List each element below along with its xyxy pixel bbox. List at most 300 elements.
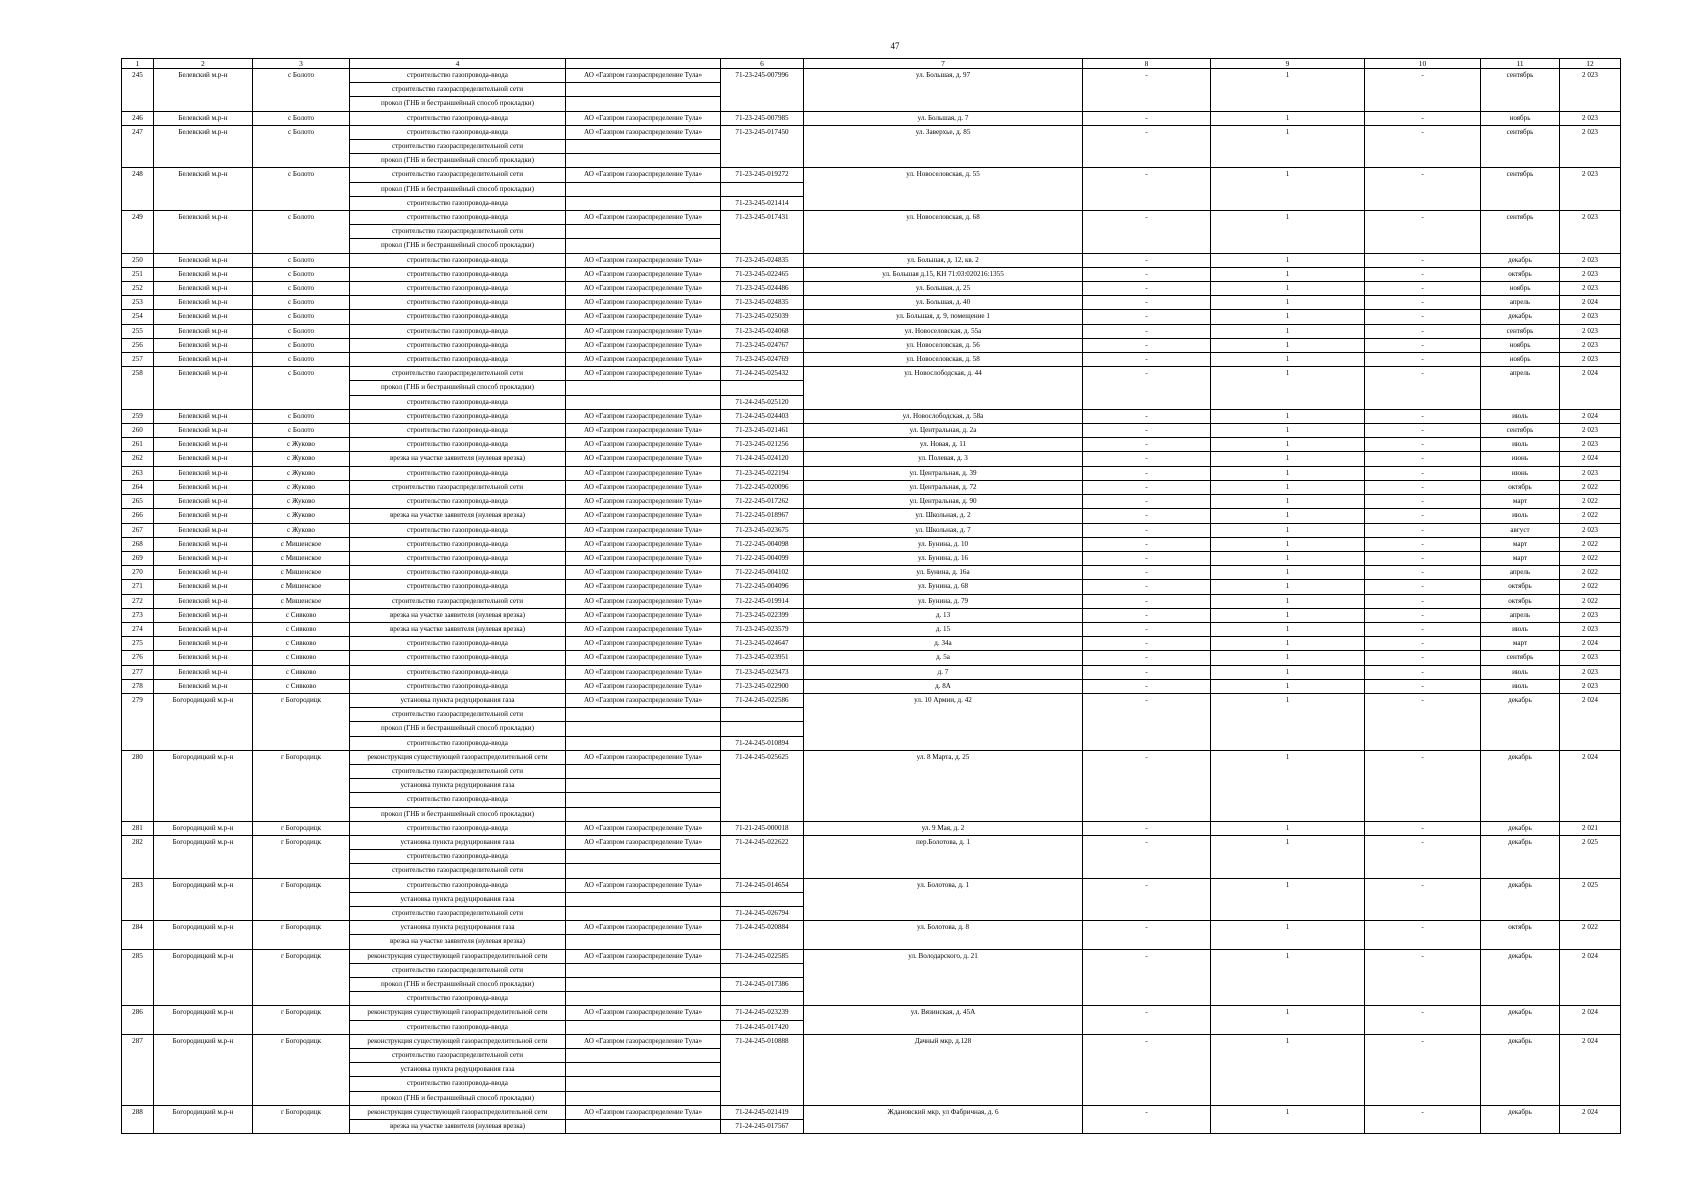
year-cell: 2 023 [1560, 69, 1621, 112]
column-9-cell: 1 [1211, 111, 1365, 125]
month-cell: июль [1481, 438, 1560, 452]
row-number-cell: 252 [122, 282, 154, 296]
column-10-cell: - [1365, 523, 1481, 537]
district-cell: Белевский м.р-н [154, 637, 253, 651]
column-9-cell: 1 [1211, 211, 1365, 254]
application-code-cell: 71-23-245-021461 [721, 424, 804, 438]
work-type-cell: строительство газораспределительной сети [350, 963, 566, 977]
application-code-cell: 71-23-245-024486 [721, 282, 804, 296]
work-type-cell: прокол (ГНБ и бестраншейный способ прокладки) [350, 182, 566, 196]
organization-cell: АО «Газпром газораспределение Тула» [566, 693, 721, 707]
application-code-cell: 71-24-245-026794 [721, 906, 804, 920]
column-header: 10 [1365, 59, 1481, 69]
table-row [122, 495, 1621, 509]
district-cell: Белевский м.р-н [154, 338, 253, 352]
row-number-cell: 260 [122, 424, 154, 438]
column-10-cell: - [1365, 69, 1481, 112]
column-8-cell: - [1083, 537, 1211, 551]
work-type-cell: строительство газораспределительной сети [350, 168, 566, 182]
year-cell: 2 024 [1560, 637, 1621, 651]
column-8-cell: - [1083, 495, 1211, 509]
district-cell: Белевский м.р-н [154, 523, 253, 537]
table-row [122, 523, 1621, 537]
row-number-cell: 286 [122, 1006, 154, 1034]
work-type-cell: установка пункта редуцирования газа [350, 1063, 566, 1077]
column-8-cell: - [1083, 353, 1211, 367]
settlement-cell: г Богородицк [253, 878, 350, 921]
month-cell: октябрь [1481, 480, 1560, 494]
work-type-cell: прокол (ГНБ и бестраншейный способ прокладки) [350, 239, 566, 253]
work-type-cell: строительство газопровода-ввода [350, 679, 566, 693]
application-code-cell: 71-23-245-007996 [721, 69, 804, 112]
application-code-cell: 71-24-245-025625 [721, 750, 804, 821]
row-number-cell: 258 [122, 367, 154, 410]
application-code-cell: 71-23-245-024835 [721, 253, 804, 267]
district-cell: Богородицкий м.р-н [154, 878, 253, 921]
column-10-cell: - [1365, 253, 1481, 267]
organization-cell [566, 1077, 721, 1091]
work-type-cell: строительство газопровода-ввода [350, 438, 566, 452]
settlement-cell: с Болото [253, 125, 350, 168]
row-number-cell: 272 [122, 594, 154, 608]
work-type-cell: строительство газораспределительной сети [350, 140, 566, 154]
district-cell: Белевский м.р-н [154, 622, 253, 636]
address-cell: Дачный мкр, д.128 [804, 1034, 1083, 1105]
row-number-cell: 284 [122, 921, 154, 949]
row-number-cell: 263 [122, 466, 154, 480]
column-8-cell: - [1083, 310, 1211, 324]
year-cell: 2 022 [1560, 921, 1621, 949]
column-8-cell: - [1083, 835, 1211, 878]
column-9-cell: 1 [1211, 69, 1365, 112]
table-row [122, 367, 1621, 381]
row-number-cell: 247 [122, 125, 154, 168]
column-9-cell: 1 [1211, 466, 1365, 480]
month-cell: октябрь [1481, 594, 1560, 608]
column-10-cell: - [1365, 466, 1481, 480]
settlement-cell: с Мишенское [253, 566, 350, 580]
organization-cell: АО «Газпром газораспределение Тула» [566, 438, 721, 452]
work-type-cell: строительство газопровода-ввода [350, 580, 566, 594]
table-row [122, 296, 1621, 310]
table-body [122, 69, 1621, 1134]
column-10-cell: - [1365, 296, 1481, 310]
column-9-cell: 1 [1211, 594, 1365, 608]
settlement-cell: с Болото [253, 338, 350, 352]
organization-cell [566, 196, 721, 210]
column-9-cell: 1 [1211, 835, 1365, 878]
column-9-cell: 1 [1211, 324, 1365, 338]
work-type-cell: строительство газопровода-ввода [350, 69, 566, 83]
organization-cell [566, 140, 721, 154]
organization-cell [566, 1020, 721, 1034]
column-9-cell: 1 [1211, 424, 1365, 438]
table-row [122, 750, 1621, 764]
application-code-cell: 71-23-245-023473 [721, 665, 804, 679]
column-10-cell: - [1365, 267, 1481, 281]
year-cell: 2 023 [1560, 310, 1621, 324]
application-code-cell: 71-23-245-019272 [721, 168, 804, 182]
district-cell: Белевский м.р-н [154, 296, 253, 310]
table-row [122, 424, 1621, 438]
month-cell: сентябрь [1481, 424, 1560, 438]
column-9-cell: 1 [1211, 537, 1365, 551]
application-code-cell: 71-23-245-022194 [721, 466, 804, 480]
column-10-cell: - [1365, 1105, 1481, 1133]
page-number: 47 [890, 41, 900, 51]
district-cell: Белевский м.р-н [154, 495, 253, 509]
district-cell: Богородицкий м.р-н [154, 750, 253, 821]
year-cell: 2 023 [1560, 211, 1621, 254]
column-10-cell: - [1365, 310, 1481, 324]
work-type-cell: строительство газопровода-ввода [350, 651, 566, 665]
row-number-cell: 262 [122, 452, 154, 466]
district-cell: Белевский м.р-н [154, 69, 253, 112]
table-row [122, 693, 1621, 707]
column-10-cell: - [1365, 495, 1481, 509]
organization-cell [566, 736, 721, 750]
organization-cell [566, 864, 721, 878]
settlement-cell: с Жуково [253, 466, 350, 480]
row-number-cell: 279 [122, 693, 154, 750]
settlement-cell: г Богородицк [253, 921, 350, 949]
organization-cell [566, 1091, 721, 1105]
row-number-cell: 280 [122, 750, 154, 821]
year-cell: 2 021 [1560, 821, 1621, 835]
settlement-cell: г Богородицк [253, 750, 350, 821]
district-cell: Богородицкий м.р-н [154, 949, 253, 1006]
column-9-cell: 1 [1211, 665, 1365, 679]
application-code-cell: 71-22-245-019914 [721, 594, 804, 608]
column-10-cell: - [1365, 750, 1481, 821]
organization-cell: АО «Газпром газораспределение Тула» [566, 566, 721, 580]
work-type-cell: врезка на участке заявителя (нулевая врезка) [350, 608, 566, 622]
column-9-cell: 1 [1211, 551, 1365, 565]
year-cell: 2 023 [1560, 267, 1621, 281]
column-number-row [122, 59, 1621, 69]
column-10-cell: - [1365, 480, 1481, 494]
column-10-cell: - [1365, 551, 1481, 565]
row-number-cell: 259 [122, 409, 154, 423]
column-8-cell: - [1083, 438, 1211, 452]
table-row [122, 438, 1621, 452]
table-row [122, 679, 1621, 693]
table-row [122, 821, 1621, 835]
district-cell: Белевский м.р-н [154, 608, 253, 622]
address-cell: ул. Центральная, д. 39 [804, 466, 1083, 480]
work-type-cell: врезка на участке заявителя (нулевая врезка) [350, 622, 566, 636]
application-code-cell: 71-23-245-024769 [721, 353, 804, 367]
application-code-cell: 71-24-245-017567 [721, 1120, 804, 1134]
application-code-cell: 71-22-245-004098 [721, 537, 804, 551]
work-type-cell: строительство газораспределительной сети [350, 1049, 566, 1063]
work-type-cell: строительство газопровода-ввода [350, 424, 566, 438]
organization-cell: АО «Газпром газораспределение Тула» [566, 622, 721, 636]
table-row [122, 211, 1621, 225]
table-row [122, 1034, 1621, 1048]
settlement-cell: с Болото [253, 424, 350, 438]
district-cell: Белевский м.р-н [154, 267, 253, 281]
settlement-cell: с Мишенское [253, 537, 350, 551]
work-type-cell: строительство газораспределительной сети [350, 367, 566, 381]
district-cell: Богородицкий м.р-н [154, 1006, 253, 1034]
work-type-cell: строительство газопровода-ввода [350, 793, 566, 807]
row-number-cell: 253 [122, 296, 154, 310]
application-code-cell: 71-21-245-000018 [721, 821, 804, 835]
address-cell: ул. Бунина, д. 16а [804, 566, 1083, 580]
row-number-cell: 276 [122, 651, 154, 665]
organization-cell: АО «Газпром газораспределение Тула» [566, 679, 721, 693]
organization-cell: АО «Газпром газораспределение Тула» [566, 821, 721, 835]
organization-cell: АО «Газпром газораспределение Тула» [566, 750, 721, 764]
organization-cell: АО «Газпром газораспределение Тула» [566, 1034, 721, 1048]
district-cell: Белевский м.р-н [154, 438, 253, 452]
application-code-cell: 71-23-245-021256 [721, 438, 804, 452]
application-code-cell: 71-22-245-017262 [721, 495, 804, 509]
year-cell: 2 022 [1560, 580, 1621, 594]
column-header: 12 [1560, 59, 1621, 69]
work-type-cell: прокол (ГНБ и бестраншейный способ прокладки) [350, 97, 566, 111]
month-cell: апрель [1481, 566, 1560, 580]
work-type-cell: строительство газопровода-ввода [350, 395, 566, 409]
month-cell: октябрь [1481, 580, 1560, 594]
district-cell: Белевский м.р-н [154, 651, 253, 665]
application-code-cell: 71-24-245-023239 [721, 1006, 804, 1020]
column-8-cell: - [1083, 168, 1211, 211]
application-code-cell [721, 892, 804, 906]
work-type-cell: строительство газопровода-ввода [350, 111, 566, 125]
organization-cell [566, 182, 721, 196]
year-cell: 2 023 [1560, 438, 1621, 452]
organization-cell: АО «Газпром газораспределение Тула» [566, 353, 721, 367]
month-cell: декабрь [1481, 253, 1560, 267]
settlement-cell: с Болото [253, 69, 350, 112]
column-9-cell: 1 [1211, 253, 1365, 267]
work-type-cell: врезка на участке заявителя (нулевая врезка) [350, 452, 566, 466]
work-type-cell: строительство газопровода-ввода [350, 551, 566, 565]
organization-cell: АО «Газпром газораспределение Тула» [566, 949, 721, 963]
application-code-cell: 71-24-245-025120 [721, 395, 804, 409]
column-10-cell: - [1365, 338, 1481, 352]
organization-cell [566, 381, 721, 395]
column-9-cell: 1 [1211, 296, 1365, 310]
row-number-cell: 256 [122, 338, 154, 352]
row-number-cell: 249 [122, 211, 154, 254]
organization-cell [566, 892, 721, 906]
column-9-cell: 1 [1211, 367, 1365, 410]
table-row [122, 1006, 1621, 1020]
month-cell: октябрь [1481, 921, 1560, 949]
column-8-cell: - [1083, 949, 1211, 1006]
organization-cell: АО «Газпром газораспределение Тула» [566, 253, 721, 267]
column-header: 4 [350, 59, 566, 69]
settlement-cell: г Богородицк [253, 835, 350, 878]
settlement-cell: с Сивково [253, 637, 350, 651]
application-code-cell: 71-24-245-024120 [721, 452, 804, 466]
address-cell: ул. Новослободская, д. 58а [804, 409, 1083, 423]
address-cell: ул. Центральная, д. 90 [804, 495, 1083, 509]
application-code-cell: 71-23-245-007985 [721, 111, 804, 125]
table-row [122, 637, 1621, 651]
column-10-cell: - [1365, 452, 1481, 466]
work-type-cell: строительство газопровода-ввода [350, 310, 566, 324]
work-type-cell: строительство газопровода-ввода [350, 523, 566, 537]
year-cell: 2 023 [1560, 466, 1621, 480]
work-type-cell: строительство газораспределительной сети [350, 594, 566, 608]
application-code-cell: 71-22-245-018967 [721, 509, 804, 523]
month-cell: апрель [1481, 608, 1560, 622]
district-cell: Белевский м.р-н [154, 409, 253, 423]
district-cell: Белевский м.р-н [154, 679, 253, 693]
organization-cell: АО «Газпром газораспределение Тула» [566, 921, 721, 935]
month-cell: август [1481, 523, 1560, 537]
work-type-cell: установка пункта редуцирования газа [350, 892, 566, 906]
column-8-cell: - [1083, 693, 1211, 750]
settlement-cell: с Болото [253, 310, 350, 324]
work-type-cell: строительство газопровода-ввода [350, 353, 566, 367]
settlement-cell: с Сивково [253, 665, 350, 679]
column-9-cell: 1 [1211, 338, 1365, 352]
column-9-cell: 1 [1211, 1105, 1365, 1133]
year-cell: 2 023 [1560, 324, 1621, 338]
year-cell: 2 022 [1560, 551, 1621, 565]
year-cell: 2 023 [1560, 111, 1621, 125]
organization-cell: АО «Газпром газораспределение Тула» [566, 651, 721, 665]
column-10-cell: - [1365, 424, 1481, 438]
month-cell: сентябрь [1481, 651, 1560, 665]
district-cell: Богородицкий м.р-н [154, 693, 253, 750]
address-cell: ул. Большая, д. 7 [804, 111, 1083, 125]
row-number-cell: 245 [122, 69, 154, 112]
column-header: 2 [154, 59, 253, 69]
column-8-cell: - [1083, 267, 1211, 281]
settlement-cell: с Болото [253, 267, 350, 281]
application-code-cell: 71-24-245-024403 [721, 409, 804, 423]
column-8-cell: - [1083, 125, 1211, 168]
address-cell: ул. Большая, д. 25 [804, 282, 1083, 296]
column-9-cell: 1 [1211, 310, 1365, 324]
table-row [122, 168, 1621, 182]
application-code-cell: 71-23-245-024835 [721, 296, 804, 310]
row-number-cell: 287 [122, 1034, 154, 1105]
table-row [122, 608, 1621, 622]
column-8-cell: - [1083, 424, 1211, 438]
district-cell: Белевский м.р-н [154, 580, 253, 594]
column-8-cell: - [1083, 608, 1211, 622]
column-header: 6 [721, 59, 804, 69]
address-cell: ул. Вязинская, д. 45А [804, 1006, 1083, 1034]
application-code-cell: 71-23-245-024767 [721, 338, 804, 352]
work-type-cell: строительство газораспределительной сети [350, 864, 566, 878]
district-cell: Богородицкий м.р-н [154, 921, 253, 949]
organization-cell: АО «Газпром газораспределение Тула» [566, 835, 721, 849]
application-code-cell: 71-23-245-021414 [721, 196, 804, 210]
work-type-cell: врезка на участке заявителя (нулевая врезка) [350, 935, 566, 949]
address-cell: ул. Бунина, д. 79 [804, 594, 1083, 608]
column-10-cell: - [1365, 622, 1481, 636]
work-type-cell: строительство газопровода-ввода [350, 495, 566, 509]
application-code-cell: 71-24-245-010888 [721, 1034, 804, 1105]
column-10-cell: - [1365, 168, 1481, 211]
work-type-cell: строительство газораспределительной сети [350, 83, 566, 97]
month-cell: июль [1481, 622, 1560, 636]
application-code-cell: 71-24-245-014654 [721, 878, 804, 892]
settlement-cell: с Жуково [253, 523, 350, 537]
work-type-cell: строительство газопровода-ввода [350, 878, 566, 892]
organization-cell: АО «Газпром газораспределение Тула» [566, 665, 721, 679]
organization-cell: АО «Газпром газораспределение Тула» [566, 409, 721, 423]
column-8-cell: - [1083, 580, 1211, 594]
row-number-cell: 269 [122, 551, 154, 565]
work-type-cell: строительство газопровода-ввода [350, 1020, 566, 1034]
work-type-cell: установка пункта редуцирования газа [350, 779, 566, 793]
month-cell: декабрь [1481, 1105, 1560, 1133]
organization-cell: АО «Газпром газораспределение Тула» [566, 637, 721, 651]
column-9-cell: 1 [1211, 168, 1365, 211]
year-cell: 2 023 [1560, 353, 1621, 367]
organization-cell: АО «Газпром газораспределение Тула» [566, 125, 721, 139]
column-8-cell: - [1083, 509, 1211, 523]
district-cell: Белевский м.р-н [154, 282, 253, 296]
row-number-cell: 267 [122, 523, 154, 537]
work-type-cell: реконструкция существующей газораспределительной сети [350, 1034, 566, 1048]
row-number-cell: 285 [122, 949, 154, 1006]
address-cell: д. 5а [804, 651, 1083, 665]
table-row [122, 310, 1621, 324]
column-8-cell: - [1083, 566, 1211, 580]
table-row [122, 551, 1621, 565]
address-cell: ул. Новоселовская, д. 68 [804, 211, 1083, 254]
organization-cell [566, 1120, 721, 1134]
application-code-cell: 71-24-245-021419 [721, 1105, 804, 1119]
settlement-cell: с Болото [253, 353, 350, 367]
row-number-cell: 248 [122, 168, 154, 211]
application-code-cell: 71-24-245-022586 [721, 693, 804, 707]
column-header: 9 [1211, 59, 1365, 69]
district-cell: Белевский м.р-н [154, 594, 253, 608]
column-8-cell: - [1083, 253, 1211, 267]
column-8-cell: - [1083, 651, 1211, 665]
district-cell: Белевский м.р-н [154, 452, 253, 466]
organization-cell: АО «Газпром газораспределение Тула» [566, 310, 721, 324]
address-cell: ул. Бунина, д. 16 [804, 551, 1083, 565]
district-cell: Белевский м.р-н [154, 509, 253, 523]
column-8-cell: - [1083, 622, 1211, 636]
month-cell: сентябрь [1481, 211, 1560, 254]
row-number-cell: 270 [122, 566, 154, 580]
column-9-cell: 1 [1211, 438, 1365, 452]
organization-cell [566, 963, 721, 977]
district-cell: Белевский м.р-н [154, 466, 253, 480]
month-cell: ноябрь [1481, 353, 1560, 367]
row-number-cell: 278 [122, 679, 154, 693]
application-code-cell: 71-24-245-022622 [721, 835, 804, 878]
application-code-cell: 71-24-245-022585 [721, 949, 804, 963]
address-cell: ул. Бунина, д. 10 [804, 537, 1083, 551]
column-9-cell: 1 [1211, 267, 1365, 281]
district-cell: Белевский м.р-н [154, 211, 253, 254]
settlement-cell: с Болото [253, 409, 350, 423]
row-number-cell: 250 [122, 253, 154, 267]
application-code-cell: 71-23-245-022900 [721, 679, 804, 693]
address-cell: ул. Володарского, д. 21 [804, 949, 1083, 1006]
year-cell: 2 023 [1560, 679, 1621, 693]
application-code-cell [721, 708, 804, 722]
work-type-cell: прокол (ГНБ и бестраншейный способ прокладки) [350, 807, 566, 821]
settlement-cell: г Богородицк [253, 1006, 350, 1034]
table-row [122, 537, 1621, 551]
column-8-cell: - [1083, 551, 1211, 565]
